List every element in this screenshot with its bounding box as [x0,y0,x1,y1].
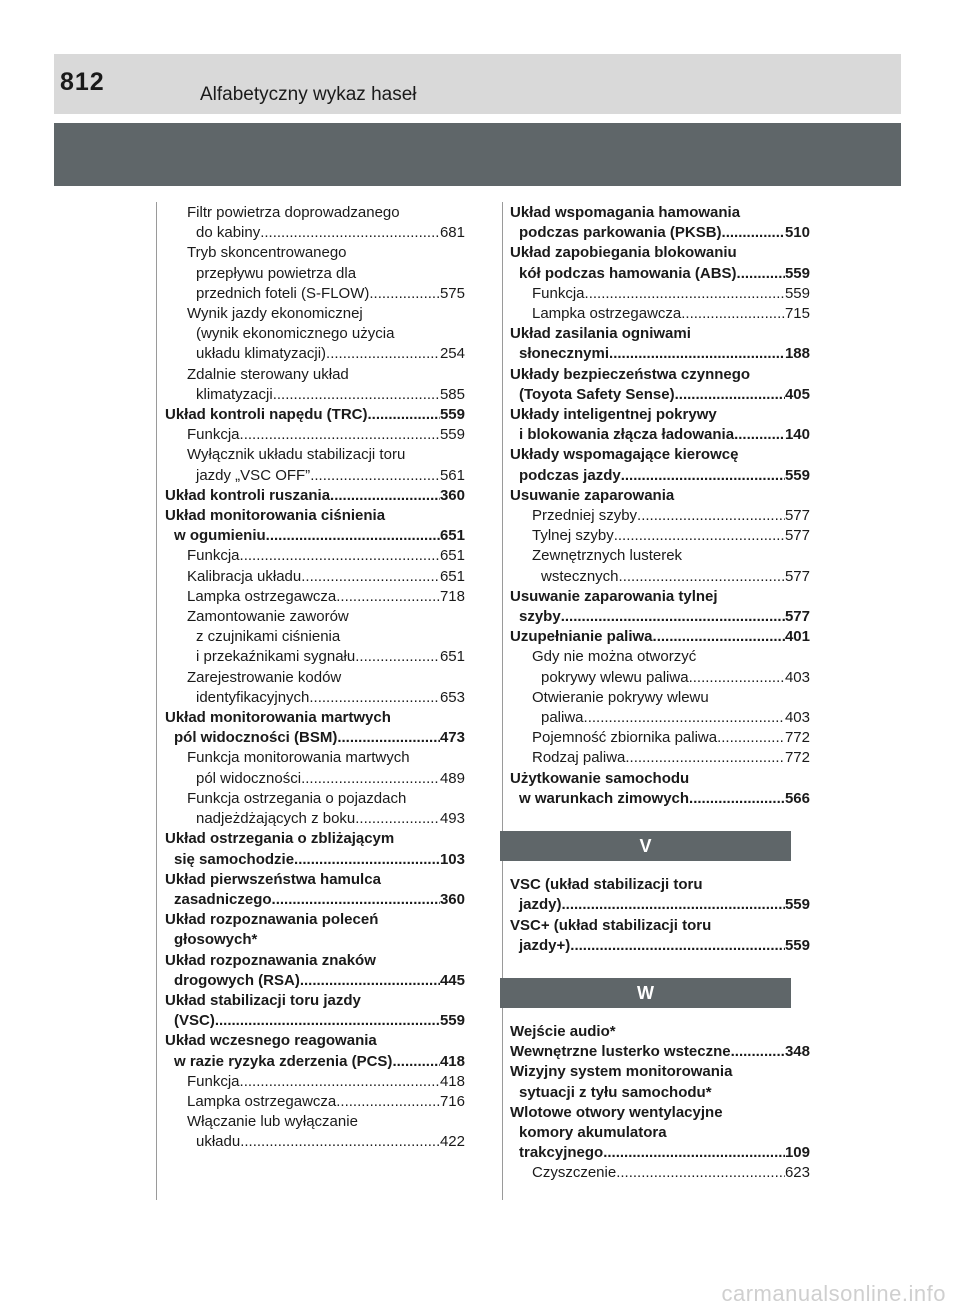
index-subentry [165,425,465,445]
entry-text: Układ kontroli napędu (TRC) [165,406,368,424]
page-ref: 575 [439,284,465,302]
entry-text: Układ wspomagania hamowania [510,204,741,221]
index-subentry [165,587,465,607]
page-ref: 401 [784,628,810,646]
index-entry [510,243,810,283]
index-subentry [165,546,465,566]
leader-dots [653,627,785,647]
entry-text: Układ wczesnego reagowania [165,1032,377,1050]
page-ref: 348 [784,1043,810,1061]
index-subentry [165,1092,465,1112]
index-entry [510,1062,810,1102]
leader-dots [355,809,440,829]
leader-dots [369,284,440,304]
entry-text: Wyłącznik układu stabilizacji toru [187,446,406,464]
index-subentry [510,647,810,687]
entry-text: Zdalnie sterowany układ [187,365,349,383]
leader-dots [309,688,440,708]
page-ref: 559 [784,264,810,282]
entry-text: Układ kontroli ruszania [165,486,331,504]
index-subentry [165,668,465,708]
entry-text: zasadniczego [174,890,272,908]
entry-text: Lampka ostrzegawcza [187,587,337,605]
index-entry [165,991,465,1031]
entry-text: Funkcja [532,284,585,302]
entry-text: Lampka ostrzegawcza [187,1092,337,1110]
page-ref: 651 [439,547,465,565]
index-column-right [510,203,810,1184]
index-entry [510,1022,810,1042]
leader-dots [570,936,785,956]
entry-text: słonecznymi [519,345,610,363]
index-entry [165,405,465,425]
index-entry [165,486,465,506]
leader-dots [562,895,785,915]
leader-dots [273,385,440,405]
entry-text: Funkcja [187,426,240,444]
leader-dots [240,425,440,445]
leader-dots [300,971,440,991]
page-ref: 559 [784,466,810,484]
index-subentry [165,203,465,243]
entry-text: Zarejestrowanie kodów [187,668,342,686]
index-subentry [165,365,465,405]
entry-text: Otwieranie pokrywy wlewu [532,688,709,706]
entry-text: Wizyjny system monitorowania [510,1063,733,1081]
entry-text: pól widoczności [196,769,302,787]
entry-text: Usuwanie zaparowania [510,486,675,504]
index-entry [510,769,810,809]
entry-text: (Toyota Safety Sense) [519,385,675,403]
index-entry [510,875,810,915]
entry-text: trakcyjnego [519,1144,604,1162]
leader-dots [337,728,440,748]
entry-text: w razie ryzyka zderzenia (PCS) [174,1052,393,1070]
index-subentry [510,506,810,526]
letter-header: V [500,831,791,861]
entry-text: Funkcja [187,547,240,565]
page-ref: 559 [784,936,810,954]
leader-dots [616,1163,785,1183]
leader-dots [240,1132,440,1152]
page-ref: 403 [784,668,810,686]
header-bar [54,54,901,114]
leader-dots [585,284,785,304]
entry-text: się samochodzie [174,850,295,868]
entry-text: głosowych* [174,931,258,949]
entry-text: wstecznych [541,567,619,585]
entry-text: Rodzaj paliwa [532,749,626,767]
entry-text: Układ zasilania ogniwami [510,325,691,343]
page-ref: 716 [439,1092,465,1110]
index-subentry [165,304,465,365]
index-entry [165,708,465,748]
leader-dots [609,344,785,364]
leader-dots [240,1072,440,1092]
entry-text: w ogumieniu [174,527,266,545]
entry-text: Funkcja [187,1072,240,1090]
index-entry [165,1031,465,1071]
page-ref: 418 [439,1072,465,1090]
entry-text: Zamontowanie zaworów [187,608,349,626]
index-subentry [165,1112,465,1152]
entry-text: Wewnętrzne lusterko wsteczne [510,1043,731,1061]
leader-dots [336,587,440,607]
leader-dots [260,223,440,243]
page-ref: 653 [439,688,465,706]
page-ref: 254 [439,345,465,363]
entry-text: Włączanie lub wyłączanie [187,1113,358,1131]
leader-dots [240,546,440,566]
entry-text: Tryb skoncentrowanego [187,244,347,262]
leader-dots [330,486,440,506]
leader-dots [266,526,440,546]
entry-text: paliwa [541,709,584,727]
leader-dots [625,748,785,768]
page-ref: 403 [784,709,810,727]
leader-dots [603,1143,785,1163]
leader-dots [675,385,785,405]
leader-dots [681,304,785,324]
page-ref: 559 [439,406,465,424]
page-ref: 651 [439,567,465,585]
page-ref: 188 [784,345,810,363]
leader-dots [336,1092,440,1112]
page-ref: 109 [784,1144,810,1162]
index-subentry [165,445,465,485]
left-column-rule [156,202,157,1200]
entry-text: nadjeżdżających z boku [196,810,356,828]
index-column-left [165,203,465,1153]
leader-dots [294,850,440,870]
page-ref: 473 [439,729,465,747]
leader-dots [689,789,785,809]
page-ref: 566 [784,789,810,807]
page-ref: 577 [784,608,810,626]
entry-text: Czyszczenie [532,1164,617,1182]
index-subentry [165,789,465,829]
leader-dots [689,668,785,688]
watermark: carmanualsonline.info [721,1281,946,1306]
entry-text: Układ rozpoznawania znaków [165,951,376,969]
entry-text: Układy bezpieczeństwa czynnego [510,365,751,383]
page-number: 812 [60,68,105,96]
leader-dots [621,466,785,486]
entry-text: sytuacji z tyłu samochodu* [519,1083,712,1101]
entry-text: z czujnikami ciśnienia [196,628,341,646]
page-ref: 405 [784,385,810,403]
index-entry [510,1103,810,1164]
index-entry [510,203,810,243]
entry-text: układu [196,1133,241,1151]
entry-text: Pojemność zbiornika paliwa [532,729,718,747]
index-subentry [165,607,465,668]
page-ref: 360 [439,486,465,504]
index-subentry [165,1072,465,1092]
entry-text: Usuwanie zaparowania tylnej [510,587,718,605]
entry-text: klimatyzacji [196,385,273,403]
entry-text: Układ pierwszeństwa hamulca [165,870,381,888]
entry-text: Gdy nie można otworzyć [532,648,697,666]
leader-dots [717,728,785,748]
entry-text: jazdy+) [519,936,571,954]
page-ref: 559 [784,284,810,302]
page-ref: 772 [784,729,810,747]
entry-text: i blokowania złącza ładowania [519,426,735,444]
entry-text: podczas parkowania (PKSB) [519,224,722,242]
page-ref: 418 [439,1052,465,1070]
entry-text: Funkcja monitorowania martwych [187,749,410,767]
entry-text: w warunkach zimowych [519,789,690,807]
leader-dots [619,567,785,587]
page-ref: 681 [439,224,465,242]
entry-text: pokrywy wlewu paliwa [541,668,689,686]
entry-text: Użytkowanie samochodu [510,769,690,787]
leader-dots [326,344,440,364]
entry-text: przednich foteli (S-FLOW) [196,284,370,302]
index-subentry [510,526,810,546]
page-ref: 561 [439,466,465,484]
leader-dots [737,264,785,284]
page-ref: 577 [784,507,810,525]
entry-text: Układ stabilizacji toru jazdy [165,991,361,1009]
index-subentry [510,1163,810,1183]
index-subentry [510,728,810,748]
page-ref: 103 [439,850,465,868]
leader-dots [215,1011,440,1031]
index-entry [510,365,810,405]
entry-text: Wlotowe otwory wentylacyjne [510,1103,723,1121]
entry-text: jazdy) [519,896,562,914]
page-ref: 577 [784,567,810,585]
page-ref: 651 [439,648,465,666]
entry-text: Układy inteligentnej pokrywy [510,406,717,424]
index-subentry [510,748,810,768]
entry-text: Uzupełnianie paliwa [510,628,653,646]
entry-text: przepływu powietrza dla [196,264,357,282]
letter-header: W [500,978,791,1008]
index-subentry [510,546,810,586]
page-ref: 422 [439,1133,465,1151]
leader-dots [584,708,785,728]
leader-dots [734,425,785,445]
entry-text: Filtr powietrza doprowadzanego [187,204,400,221]
entry-text: jazdy „VSC OFF” [196,466,311,484]
index-entry [165,506,465,546]
index-subentry [165,243,465,304]
index-entry [510,1042,810,1062]
page-ref: 651 [439,527,465,545]
page-ref: 360 [439,890,465,908]
entry-text: VSC+ (układ stabilizacji toru [510,916,712,934]
index-entry [510,405,810,445]
entry-text: Układ ostrzegania o zbliżającym [165,830,395,848]
page-ref: 559 [784,896,810,914]
leader-dots [368,405,440,425]
leader-dots [731,1042,785,1062]
entry-text: Przedniej szyby [532,507,638,525]
leader-dots [614,526,785,546]
index-entry [165,951,465,991]
page-ref: 772 [784,749,810,767]
entry-text: Układ monitorowania martwych [165,709,391,727]
leader-dots [561,607,785,627]
index-entry [510,627,810,647]
index-subentry [510,284,810,304]
page-ref: 489 [439,769,465,787]
page-ref: 140 [784,426,810,444]
entry-text: Tylnej szyby [532,527,614,545]
index-subentry [165,748,465,788]
header-band [54,123,901,186]
page-ref: 577 [784,527,810,545]
entry-text: komory akumulatora [519,1123,667,1141]
index-entry [165,829,465,869]
right-column-rule [502,202,503,1200]
page-ref: 623 [784,1164,810,1182]
entry-text: Układ monitorowania ciśnienia [165,507,386,525]
section-title: Alfabetyczny wykaz haseł [200,84,417,105]
index-entry [510,916,810,956]
index-entry [510,486,810,506]
index-entry [165,870,465,910]
index-subentry [510,304,810,324]
entry-text: Funkcja ostrzegania o pojazdach [187,789,407,807]
index-entry [510,587,810,627]
leader-dots [722,223,785,243]
page-ref: 559 [439,426,465,444]
page-ref: 510 [784,224,810,242]
entry-text: podczas jazdy [519,466,621,484]
leader-dots [301,769,440,789]
index-entry [510,445,810,485]
page-ref: 559 [439,1012,465,1030]
leader-dots [310,466,440,486]
entry-text: Zewnętrznych lusterek [532,547,683,565]
entry-text: drogowych (RSA) [174,971,300,989]
entry-text: (VSC) [174,1012,215,1030]
page-ref: 715 [784,305,810,323]
entry-text: Lampka ostrzegawcza [532,305,682,323]
entry-text: Układy wspomagające kierowcę [510,446,739,464]
entry-text: układu klimatyzacji) [196,345,327,363]
entry-text: Kalibracja układu [187,567,302,585]
entry-text: Układ rozpoznawania poleceń [165,911,379,929]
entry-text: kół podczas hamowania (ABS) [519,264,737,282]
leader-dots [301,567,440,587]
page-ref: 493 [439,810,465,828]
entry-text: Układ zapobiegania blokowaniu [510,244,737,262]
index-entry [165,910,465,950]
entry-text: identyfikacyjnych [196,688,310,706]
entry-text: szyby [519,608,561,626]
page-ref: 445 [439,971,465,989]
page-ref: 718 [439,587,465,605]
entry-text: VSC (układ stabilizacji toru [510,876,703,894]
index-subentry [510,688,810,728]
entry-text: Wynik jazdy ekonomicznej [187,305,363,323]
entry-text: pól widoczności (BSM) [174,729,338,747]
entry-text: i przekaźnikami sygnału [196,648,356,666]
page-ref: 585 [439,385,465,403]
index-subentry [165,567,465,587]
leader-dots [355,647,440,667]
leader-dots [272,890,440,910]
leader-dots [637,506,785,526]
entry-text: (wynik ekonomicznego użycia [196,325,395,343]
entry-text: do kabiny [196,224,261,242]
index-entry [510,324,810,364]
leader-dots [392,1052,440,1072]
entry-text: Wejście audio* [510,1022,616,1040]
